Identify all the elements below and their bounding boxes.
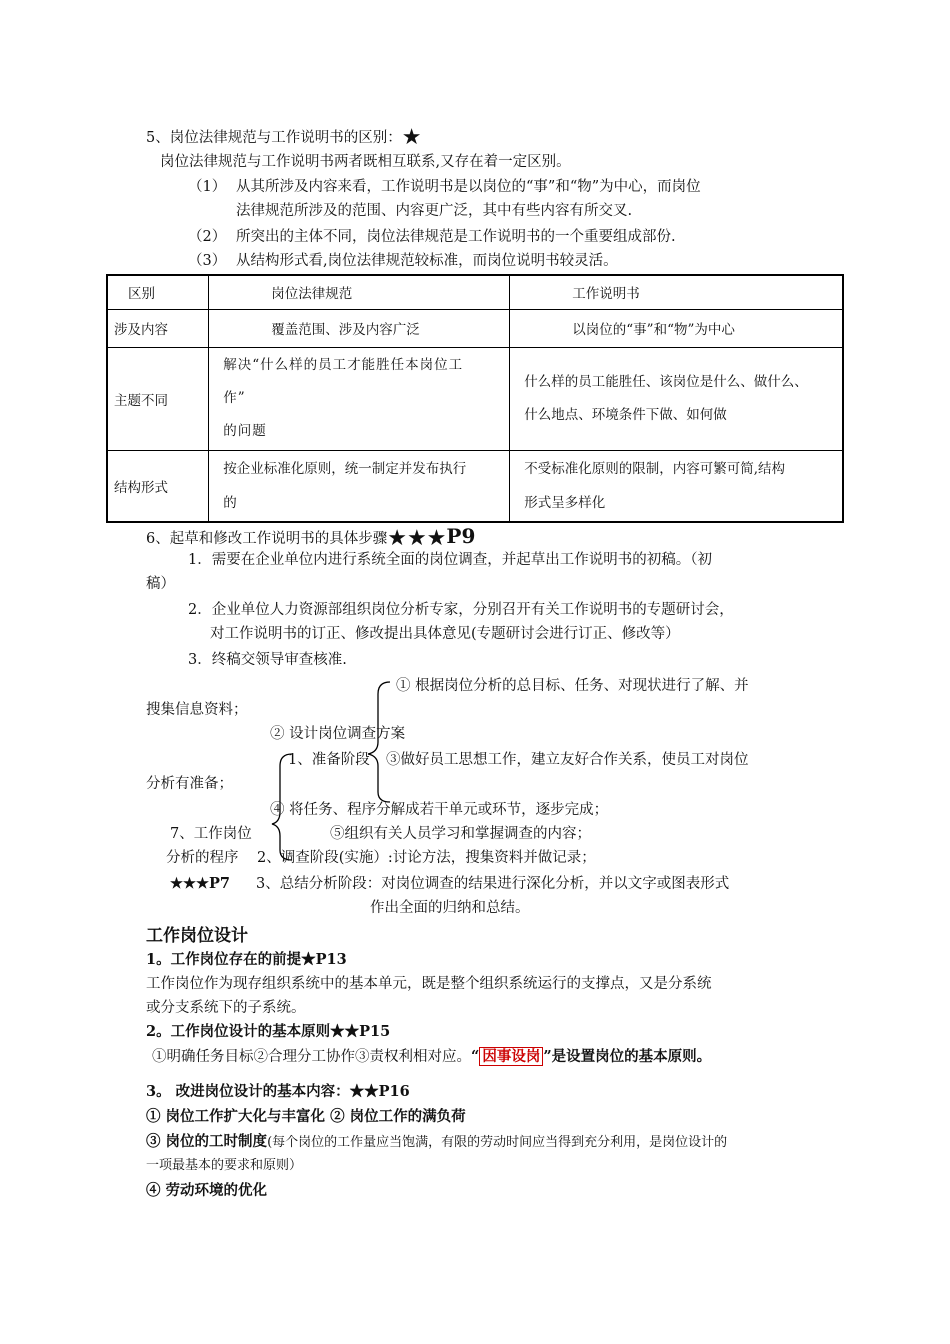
design-s2-title: 2。工作岗位设计的基本原则★★P15 <box>146 1023 391 1040</box>
section7-title: 7、工作岗位 <box>170 826 252 842</box>
table-cell: 解决“什么样的员工才能胜任本岗位工 作” 的问题 <box>209 347 510 450</box>
prep-item: ③做好员工思想工作，建立友好合作关系，使员工对岗位 <box>386 752 749 768</box>
table-cell: 以岗位的“事”和“物”为中心 <box>510 309 843 347</box>
row-label: 主题不同 <box>107 347 209 450</box>
item-text: 从其所涉及内容来看，工作说明书是以岗位的“事”和“物”为中心，而岗位 <box>236 179 701 195</box>
star-rating: ★★★P7 <box>170 875 230 892</box>
step-text: 2．企业单位人力资源部组织岗位分析专家，分别召开有关工作说明书的专题研讨会， <box>188 602 734 618</box>
prep-item: 搜集信息资料； <box>146 702 248 718</box>
table-cell: 什么样的员工能胜任、该岗位是什么、做什么、 什么地点、环境条件下做、如何做 <box>510 347 843 450</box>
table-header-row <box>107 275 843 309</box>
design-s1-text: 工作岗位作为现存组织系统中的基本单元，既是整个组织系统运行的支撑点，又是分系统 <box>146 976 712 992</box>
prep-item: ④ 将任务、程序分解成若干单元或环节，逐步完成； <box>270 802 609 818</box>
section5-title: 5、岗位法律规范与工作说明书的区别：★ <box>146 125 422 150</box>
table-row <box>107 309 843 347</box>
stage-label: 2、调查阶段(实施）:讨论方法，搜集资料并做记录； <box>257 850 596 866</box>
row-label: 涉及内容 <box>107 309 209 347</box>
comparison-table <box>106 274 844 523</box>
design-s3-item: ① 岗位工作扩大化与丰富化 ② 岗位工作的满负荷 <box>146 1108 466 1125</box>
design-s2-text: ①明确任务目标②合理分工协作③责权利相对应。“ 因事设岗 ”是设置岗位的基本原则。 <box>152 1048 712 1065</box>
key-principle: 因事设岗 <box>479 1047 543 1066</box>
item-text: 法律规范所涉及的范围、内容更广泛，其中有些内容有所交叉. <box>236 203 633 219</box>
item-number: （2） <box>188 229 227 245</box>
step-text: 对工作说明书的订正、修改提出具体意见(专题研讨会进行订正、修改等） <box>210 626 680 642</box>
star-icon: ★★★ <box>387 526 447 551</box>
design-s3-item: ④ 劳动环境的优化 <box>146 1182 268 1199</box>
table-header: 岗位法律规范 <box>209 275 510 309</box>
table-row <box>107 347 843 450</box>
table-row <box>107 450 843 522</box>
design-s3-note: 一项最基本的要求和原则） <box>146 1158 303 1173</box>
item-number: （3） <box>188 253 227 269</box>
step-text: 1．需要在企业单位内进行系统全面的岗位调查，并起草出工作说明书的初稿。（初 <box>188 552 712 568</box>
step-text: 稿） <box>146 576 175 592</box>
design-s1-text: 或分支系统下的子系统。 <box>146 1000 306 1016</box>
prep-item: ① 根据岗位分析的总目标、任务、对现状进行了解、并 <box>396 678 749 694</box>
item-text: 从结构形式看,岗位法律规范较标准，而岗位说明书较灵活。 <box>236 253 618 269</box>
prep-item: 分析有准备； <box>146 776 233 792</box>
stage-label: 作出全面的归纳和总结。 <box>370 900 530 916</box>
section6-title: 6、起草和修改工作说明书的具体步骤★★★P9 <box>146 524 476 551</box>
design-s1-title: 1。工作岗位存在的前提★P13 <box>146 951 347 968</box>
section5-intro: 岗位法律规范与工作说明书两者既相互联系,又存在着一定区别。 <box>160 154 571 170</box>
item-number: （1） <box>188 179 227 195</box>
table-cell: 不受标准化原则的限制，内容可繁可简,结构 形式呈多样化 <box>510 450 843 522</box>
prep-item: ⑤组织有关人员学习和掌握调查的内容； <box>330 826 591 842</box>
table-cell: 按企业标准化原则，统一制定并发布执行 的 <box>209 450 510 522</box>
table-cell: 覆盖范围、涉及内容广泛 <box>209 309 510 347</box>
row-label: 结构形式 <box>107 450 209 522</box>
item-text: 所突出的主体不同，岗位法律规范是工作说明书的一个重要组成部份. <box>236 229 676 245</box>
star-icon: ★ <box>401 125 422 150</box>
section7-title: 分析的程序 <box>166 850 239 866</box>
table-header: 工作说明书 <box>510 275 843 309</box>
stage-label: 1、准备阶段 <box>288 752 370 768</box>
step-text: 3．终稿交领导审查核准. <box>188 652 347 668</box>
design-heading: 工作岗位设计 <box>146 926 248 946</box>
stage-label: 3、总结分析阶段：对岗位调查的结果进行深化分析，并以文字或图表形式 <box>256 876 730 892</box>
design-s3-title: 3。 改进岗位设计的基本内容：★★P16 <box>146 1083 410 1100</box>
design-s3-item: ③ 岗位的工时制度(每个岗位的工作量应当饱满，有限的劳动时间应当得到充分利用，是岗位设计的 <box>146 1133 728 1150</box>
table-header: 区别 <box>107 275 209 309</box>
prep-item: ② 设计岗位调查方案 <box>270 726 406 742</box>
page-ref: P9 <box>446 524 476 548</box>
